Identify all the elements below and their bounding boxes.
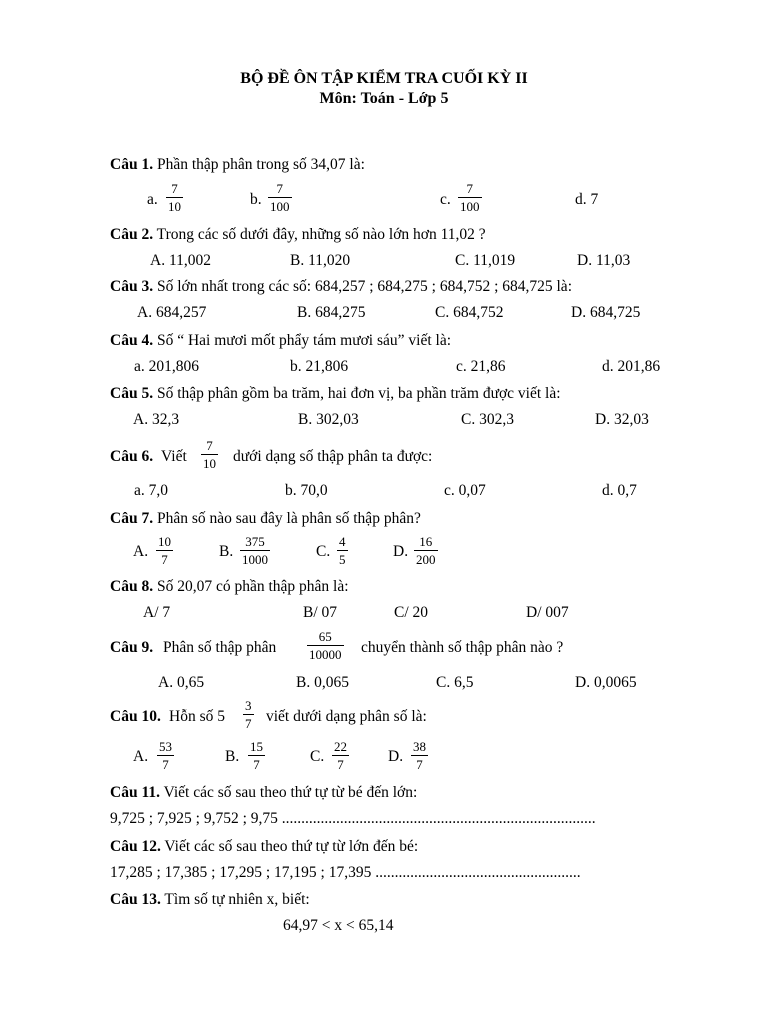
question-5 [110,385,561,403]
option-c: C. 684,752 [435,304,504,321]
question-label: Câu 1. [110,156,154,173]
fraction: 16 200 [416,534,436,567]
option-b: B. 0,065 [296,674,349,691]
answer-line-12: 17,285 ; 17,385 ; 17,295 ; 17,195 ; 17,395 ..................................................... [110,864,581,881]
option-b: B. 684,275 [297,304,366,321]
option-a: A. 32,3 [133,411,180,428]
option-d: d. 201,86 [602,358,661,375]
option-c: C. 11,019 [455,252,516,269]
option-b: B/ 07 [303,604,338,621]
fraction: 53 7 [159,739,172,772]
option-c: C. [316,543,331,560]
question-13 [110,891,310,909]
option-a: A. 684,257 [137,304,207,321]
question-label: Câu 13. [110,891,161,908]
option-d: D/ 007 [526,604,569,621]
option-b: B. 302,03 [298,411,359,428]
option-c: c. 21,86 [456,358,506,375]
question-12 [110,838,418,856]
fraction: 375 1000 [242,534,268,567]
option-b: B. [225,748,240,765]
fraction: 7 100 [270,181,290,214]
question-label: Câu 7. [110,510,154,527]
fraction: 3 7 [245,698,252,731]
question-text: Số lớn nhất trong các số: 684,257 ; 684,275 ; 684,752 ; 684,725 là: [153,278,572,295]
option-d: D. [393,543,409,560]
question-7 [110,510,421,528]
question-6-text: Viết [161,448,187,465]
option-b: b. [250,191,262,208]
question-label: Câu 2. [110,226,154,243]
option-b: b. 70,0 [285,482,328,499]
worksheet-title: BỘ ĐỀ ÔN TẬP KIỂM TRA CUỐI KỲ II [240,70,528,87]
question-label: Câu 11. [110,784,160,801]
option-a: a. 7,0 [134,482,169,499]
option-c: C. 6,5 [436,674,474,691]
option-d: d. 0,7 [602,482,637,499]
fraction: 7 10 [203,438,216,471]
fraction: 15 7 [250,739,263,772]
fraction: 10 7 [158,534,171,567]
question-label: Câu 5. [110,385,154,402]
question-text: Số 20,07 có phần thập phân là: [153,578,349,595]
question-6-label: Câu 6. [110,448,154,465]
option-a: a. 201,806 [134,358,200,375]
option-c: C. 302,3 [461,411,514,428]
fraction: 7 10 [168,181,181,214]
question-6-text-cont: dưới dạng số thập phân ta được: [233,448,433,465]
option-c: c. 0,07 [444,482,486,499]
option-b: B. [219,543,234,560]
question-label: Câu 12. [110,838,161,855]
option-a: A. [133,748,149,765]
option-d: d. 7 [575,191,599,208]
question-9-label: Câu 9. [110,639,154,656]
question-10-label: Câu 10. [110,708,161,725]
option-c: C. [310,748,325,765]
option-a: A. 11,002 [150,252,211,269]
option-a: a. [147,191,158,208]
question-10-text: Hỗn số 5 [169,708,225,725]
option-b: B. 11,020 [290,252,351,269]
question-9-text-cont: chuyển thành số thập phân nào ? [361,639,564,656]
option-d: D. [388,748,404,765]
worksheet-subtitle: Môn: Toán - Lớp 5 [319,90,449,107]
question-label: Câu 8. [110,578,154,595]
question-text: Số thập phân gồm ba trăm, hai đơn vị, ba phần trăm được viết là: [153,385,561,402]
question-label: Câu 3. [110,278,154,295]
option-b: b. 21,806 [290,358,349,375]
question-1 [110,156,365,174]
answer-line-11: 9,725 ; 7,925 ; 9,752 ; 9,75 ................................................................................. [110,810,596,827]
question-8 [110,578,349,596]
fraction: 7 100 [460,181,480,214]
option-c: c. [440,191,451,208]
question-text: Trong các số dưới đây, những số nào lớn hơn 11,02 ? [153,226,486,243]
question-label: Câu 4. [110,332,154,349]
question-text: Viết các số sau theo thứ tự từ lớn đến bé: [160,838,419,855]
fraction: 4 5 [339,534,346,567]
question-9-text: Phân số thập phân [163,639,277,656]
option-a: A. 0,65 [158,674,205,691]
option-d: D. 0,0065 [575,674,637,691]
question-text: Phần thập phân trong số 34,07 là: [153,156,365,173]
question-text: Tìm số tự nhiên x, biết: [160,891,310,908]
option-d: D. 32,03 [595,411,649,428]
question-text: Viết các số sau theo thứ tự từ bé đến lớn: [159,784,418,801]
option-c: C/ 20 [394,604,429,621]
question-3 [110,278,572,296]
question-11 [110,784,417,802]
question-text: Phân số nào sau đây là phân số thập phân? [153,510,421,527]
question-2 [110,226,486,244]
fraction: 65 10000 [309,629,342,662]
option-d: D. 684,725 [571,304,641,321]
question-text: Số “ Hai mươi mốt phẩy tám mươi sáu” viết là: [153,332,452,349]
question-4 [110,332,451,350]
option-a: A/ 7 [143,604,171,621]
inequality: 64,97 < x < 65,14 [283,917,394,934]
option-d: D. 11,03 [577,252,631,269]
fraction: 22 7 [334,739,347,772]
question-10-text-cont: viết dưới dạng phân số là: [266,708,427,725]
option-a: A. [133,543,149,560]
fraction: 38 7 [413,739,426,772]
